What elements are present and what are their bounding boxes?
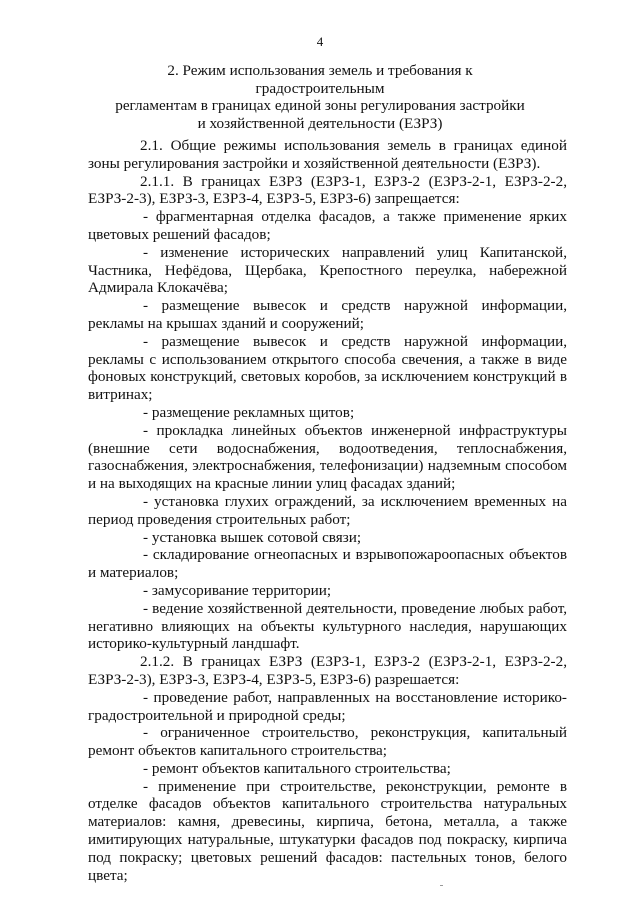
list-item: - ведение хозяйственной деятельности, проведение любых работ, негативно влияющих на объекты культурного наследия, нарушающих историко-культурный ландшафт. — [88, 599, 567, 653]
page-number: 4 — [316, 34, 324, 49]
scan-speck — [440, 885, 443, 886]
list-item: - ограниченное строительство, реконструкция, капитальный ремонт объектов капитального строительства; — [88, 724, 567, 760]
list-item: - размещение рекламных щитов; — [143, 403, 355, 421]
list-item: - складирование огнеопасных и взрывопожароопасных объектов и материалов; — [88, 546, 567, 582]
paragraph-2-1-2: 2.1.2. В границах ЕЗРЗ (ЕЗРЗ-1, ЕЗРЗ-2 (ЕЗРЗ-2-1, ЕЗРЗ-2-2, ЕЗРЗ-2-3), ЕЗРЗ-3, ЕЗРЗ-4, ЕЗРЗ-5, ЕЗРЗ-6) разрешается: — [88, 653, 567, 688]
heading-line: 2. Режим использования земель и требования к градостроительным — [167, 62, 473, 97]
list-item: - прокладка линейных объектов инженерной инфраструктуры (внешние сети водоснабжения, водоотведения, теплоснабжения, газоснабжения, электроснабжения, телефонизации) надземным способом и на выходящих на красные линии улиц фасадах зданий; — [88, 421, 567, 493]
heading-line: регламентам в границах единой зоны регулирования застройки — [115, 97, 525, 114]
list-item: - проведение работ, направленных на восстановление историко-градостроительной и природной среды; — [88, 688, 567, 724]
list-item: - размещение вывесок и средств наружной информации, рекламы с использованием открытого способа свечения, а также в виде фоновых конструкций, световых коробов, за исключением конструкций в витринах; — [88, 332, 567, 404]
list-item: - изменение исторических направлений улиц Капитанской, Частника, Нефёдова, Щербака, Крепостного переулка, набережной Адмирала Клокачёва; — [88, 243, 567, 297]
section-heading — [110, 62, 530, 132]
list-item: - установка глухих ограждений, за исключением временных на период проведения строительных работ; — [88, 492, 567, 528]
heading-line: и хозяйственной деятельности (ЕЗРЗ) — [197, 114, 443, 132]
document-body — [88, 137, 567, 884]
list-item: - размещение вывесок и средств наружной информации, рекламы на крышах зданий и сооружений; — [88, 297, 567, 332]
list-item: - применение при строительстве, реконструкции, ремонте в отделке фасадов объектов капитального строительства натуральных материалов: камня, древесины, кирпича, бетона, металла, а также имитирующих натуральные, штукатурки фасадов под покраску, кирпича под покраску; цветовых решений фасадов: пастельных тонов, белого цвета; — [88, 777, 567, 884]
paragraph-2-1-1: 2.1.1. В границах ЕЗРЗ (ЕЗРЗ-1, ЕЗРЗ-2 (ЕЗРЗ-2-1, ЕЗРЗ-2-2, ЕЗРЗ-2-3), ЕЗРЗ-3, ЕЗРЗ-4, ЕЗРЗ-5, ЕЗРЗ-6) запрещается: — [88, 172, 567, 208]
paragraph-2-1: 2.1. Общие режимы использования земель в границах единой зоны регулирования застройки и хозяйственной деятельности (ЕЗРЗ). — [88, 137, 567, 172]
list-item: - установка вышек сотовой связи; — [143, 528, 362, 546]
list-item: - замусоривание территории; — [143, 581, 332, 599]
list-item: - фрагментарная отделка фасадов, а также применение ярких цветовых решений фасадов; — [88, 208, 567, 243]
list-item: - ремонт объектов капитального строительства; — [143, 759, 451, 777]
